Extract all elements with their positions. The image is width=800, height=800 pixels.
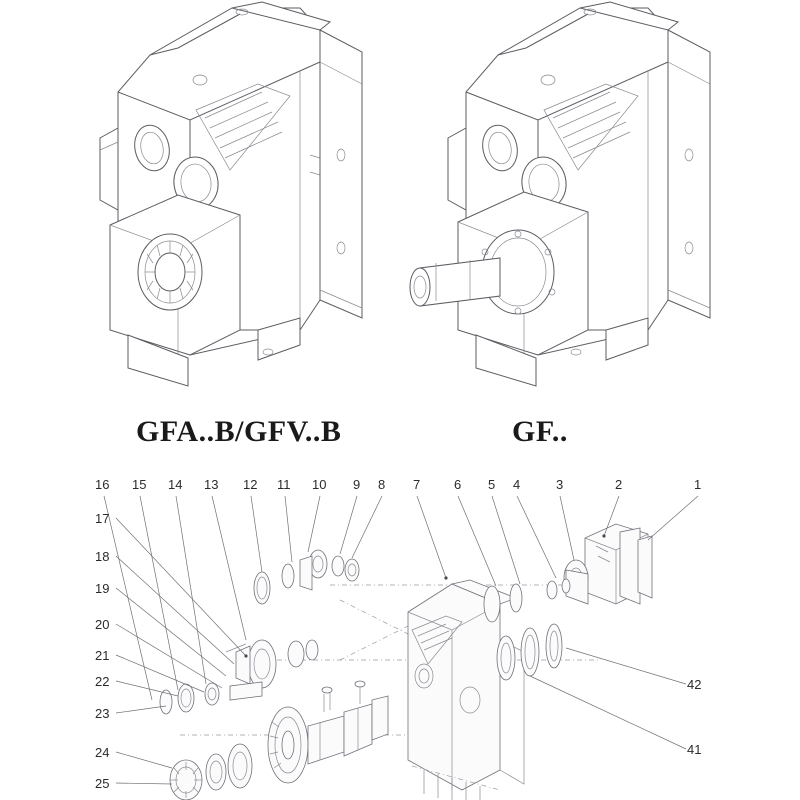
callout-1: 1 bbox=[694, 477, 702, 492]
callout-41: 41 bbox=[687, 742, 702, 757]
callout-9: 9 bbox=[353, 477, 361, 492]
callout-25: 25 bbox=[95, 776, 110, 791]
callout-24: 24 bbox=[95, 745, 110, 760]
caption-left-figure: GFA..B/GFV..B bbox=[136, 415, 342, 448]
callout-21: 21 bbox=[95, 648, 110, 663]
callout-42: 42 bbox=[687, 677, 702, 692]
callout-14: 14 bbox=[168, 477, 183, 492]
callout-2: 2 bbox=[615, 477, 623, 492]
callout-20: 20 bbox=[95, 617, 110, 632]
callout-10: 10 bbox=[312, 477, 327, 492]
callout-11: 11 bbox=[277, 477, 291, 492]
gear-unit-left-illustration bbox=[100, 2, 362, 386]
callout-17: 17 bbox=[95, 511, 110, 526]
callout-16: 16 bbox=[95, 477, 110, 492]
callout-12: 12 bbox=[243, 477, 258, 492]
gear-unit-right-illustration bbox=[410, 2, 710, 386]
callout-19: 19 bbox=[95, 581, 110, 596]
callout-13: 13 bbox=[204, 477, 219, 492]
callout-5: 5 bbox=[488, 477, 496, 492]
exploded-assembly-illustration bbox=[104, 496, 698, 800]
callout-23: 23 bbox=[95, 706, 110, 721]
callout-18: 18 bbox=[95, 549, 110, 564]
callout-8: 8 bbox=[378, 477, 386, 492]
callout-22: 22 bbox=[95, 674, 110, 689]
callout-3: 3 bbox=[556, 477, 564, 492]
caption-right-figure: GF.. bbox=[512, 415, 568, 448]
callout-7: 7 bbox=[413, 477, 421, 492]
callout-4: 4 bbox=[513, 477, 521, 492]
callout-15: 15 bbox=[132, 477, 147, 492]
callout-6: 6 bbox=[454, 477, 462, 492]
